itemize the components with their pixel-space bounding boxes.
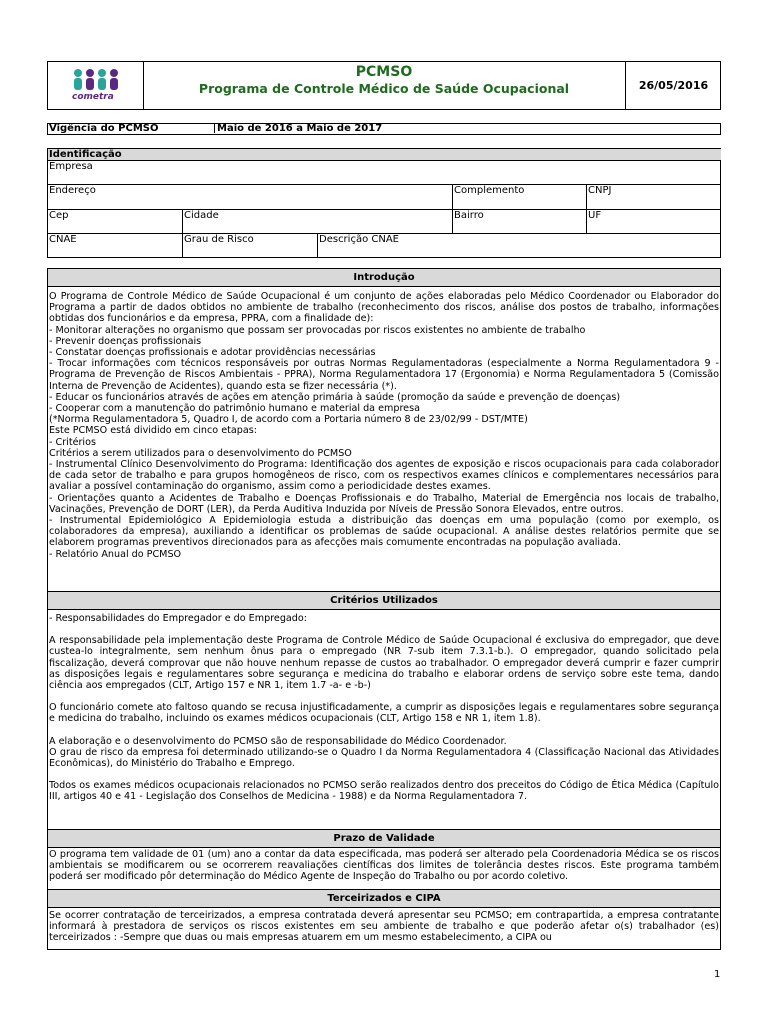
uf-field: UF [586,210,722,234]
endereco-field: Endereço [49,185,96,196]
logo-text: cometra [72,92,114,102]
vigencia-label: Vigência do PCMSO [49,123,159,134]
intro-line: - Critérios [49,436,96,448]
terceirizados-body [49,910,719,944]
document-subtitle: Programa de Controle Médico de Saúde Ocupacional [198,81,570,96]
introducao-header: Introdução [48,269,720,287]
criterios-paragraph: O grau de risco da empresa foi determinado utilizando-se o Quadro I da Norma Regulamentadora 4 (Classificação Nacional das Atividades Econômicas), do Ministério do Trabalho e Emprego. [49,746,719,770]
main-content [47,268,721,950]
page-number: 1 [714,969,721,980]
terceirizados-text: Se ocorrer contratação de terceirizados, a empresa contratada deverá apresentar seu PCMSO; em contrapartida, a empresa contratante informará à prestadora de serviços os riscos existentes em seu ambiente de trabalho e que poderão afetar o(s) trabalhador (es) terceirizados : -Sempre que duas ou mais empresas atuarem em um mesmo estabelecimento, a CIPA ou [49,910,719,944]
cep-row [48,209,720,234]
intro-line: - Orientações quanto a Acidentes de Trabalho e Doenças Profissionais e do Trabalho, Material de Emergência nos locais de trabalho, Vacinações, Prevenção de DORT (LER), da Perda Auditiva Induzida por Níveis de Pressão Sonora Elevados, entre outros. [49,492,719,515]
cidade-field: Cidade [182,210,454,234]
intro-line: Este PCMSO está dividido em cinco etapas: [49,425,257,437]
company-logo [48,62,144,109]
empresa-field: Empresa [49,161,93,172]
criterios-paragraph: O funcionário comete ato faltoso quando se recusa injustificadamente, a cumprir as disposições legais e regulamentares sobre segurança e medicina do trabalho, incluindo os exames médicos ocupacionais (CLT, Artigo 158 e NR 1, item 1.8). [49,702,719,725]
complemento-field: Complemento [452,185,588,210]
prazo-text: O programa tem validade de 01 (um) ano a contar da data especificada, mas poderá ser alterado pela Coordenadoria Médica se os riscos ambientais se modificarem ou se ocorrerem reavaliações científicas dos limites de tolerância destes riscos. Este programa também poderá ser modificado pôr determinação do Médico Agente de Inspeção do Trabalho ou por acordo coletivo. [49,849,719,883]
intro-line: Critérios a serem utilizados para o desenvolvimento do PCMSO [49,447,352,459]
criterios-paragraph: A elaboração e o desenvolvimento do PCMSO são de responsabilidade do Médico Coordenador. [49,735,507,747]
document-header [47,61,721,110]
vigencia-row [47,123,721,135]
cnpj-field: CNPJ [586,185,722,210]
descricao-cnae-field: Descrição CNAE [317,234,722,258]
intro-line: - Instrumental Clínico Desenvolvimento do Programa: Identificação dos agentes de exposição e riscos ocupacionais para cada colaborador de cada setor de trabalho e para grupos homogêneos de risco, com os respectivos exames clínicos e complementares necessários para avaliar a possível contaminação do organismo, assim como a periodicidade destes exames. [49,459,719,493]
intro-line: - Constatar doenças profissionais e adotar providências necessárias [49,347,376,359]
intro-line: - Trocar informações com técnicos responsáveis por outras Normas Regulamentadoras (especialmente a Norma Regulamentadora 9 - Programa de Prevenção de Riscos Ambientais - PPRA), Norma Regulamentadora 17 (Ergonomia) e Norma Regulamentadora 5 (Comissão Interna de Prevenção de Acidentes), quando esta se fizer necessária (*). [49,358,719,392]
cnae-row [48,233,720,258]
identificacao-table [47,148,721,258]
vigencia-value: Maio de 2016 a Maio de 2017 [214,123,382,133]
document-title: PCMSO [355,64,413,80]
intro-line: - Instrumental Epidemiológico A Epidemiologia estuda a distribuição das doenças em uma população (como por exemplo, os colaboradores da empresa), auxiliando a identificar os problemas de saúde ocupacional. A análise destes relatórios permite que se elaborem programas preventivos direcionados para as afecções mais comumente encontradas na população avaliada. [49,515,719,549]
prazo-header: Prazo de Validade [48,829,720,848]
criterios-paragraph: Todos os exames médicos ocupacionais relacionados no PCMSO serão realizados dentro dos preceitos do Código de Ética Médica (Capítulo III, artigos 40 e 41 - Legislação dos Conselhos de Medicina - 1988) e da Norma Regulamentadora 7. [49,780,719,803]
criterios-paragraph: A responsabilidade pela implementação deste Programa de Controle Médico de Saúde Ocupacional é exclusiva do empregador, que deve custea-lo integralmente, sem nenhum ônus para o empregado (NR 7-sub item 7.3.1-b.). O empregador, quando solicitado pela fiscalização, deverá comprovar que não houve nenhum repasse de custos ao trabalhador. O empregador deverá cumprir e fazer cumprir as disposições legais e regulamentares sobre segurança e medicina do trabalho e elaborar ordens de serviço sobre este tema, dando ciência aos empregados (CLT, Artigo 157 e NR 1, item 1.7 -a- e -b-) [49,635,719,692]
intro-line: (*Norma Regulamentadora 5, Quadro I, de acordo com a Portaria número 8 de 23/02/99 - DST/MTE) [49,414,528,426]
criterios-header: Critérios Utilizados [48,591,720,610]
intro-line: - Educar os funcionários através de ações em atenção primária à saúde (promoção da saúde e prevenção de doenças) [49,391,621,403]
endereco-row [48,184,720,210]
intro-line: - Prevenir doenças profissionais [49,335,202,347]
cnae-field: CNAE [49,234,77,245]
introducao-body [49,291,719,560]
terceirizados-header: Terceirizados e CIPA [48,889,720,908]
empresa-row [48,160,720,185]
cep-field: Cep [49,210,69,221]
intro-line: - Cooperar com a manutenção do patrimônio humano e material da empresa [49,403,420,415]
intro-line: - Relatório Anual do PCMSO [49,548,182,560]
bairro-field: Bairro [452,210,588,234]
intro-line: - Monitorar alterações no organismo que possam ser provocadas por riscos existentes no ambiente de trabalho [49,324,586,336]
criterios-paragraph: - Responsabilidades do Empregador e do Empregado: [49,613,307,624]
prazo-body [49,849,719,883]
grau-risco-field: Grau de Risco [182,234,319,258]
title-cell [143,62,625,109]
document-date: 26/05/2016 [625,62,721,109]
identificacao-header: Identificação [48,149,721,160]
intro-line: O Programa de Controle Médico de Saúde Ocupacional é um conjunto de ações elaboradas pelo Médico Coordenador ou Elaborador do Programa a partir de dados obtidos no ambiente de trabalho (reconhecimento dos riscos, análise dos postos de trabalho, informações obtidas dos funcionários e da empresa, PPRA, com a finalidade de): [49,291,719,325]
criterios-body [49,613,719,803]
